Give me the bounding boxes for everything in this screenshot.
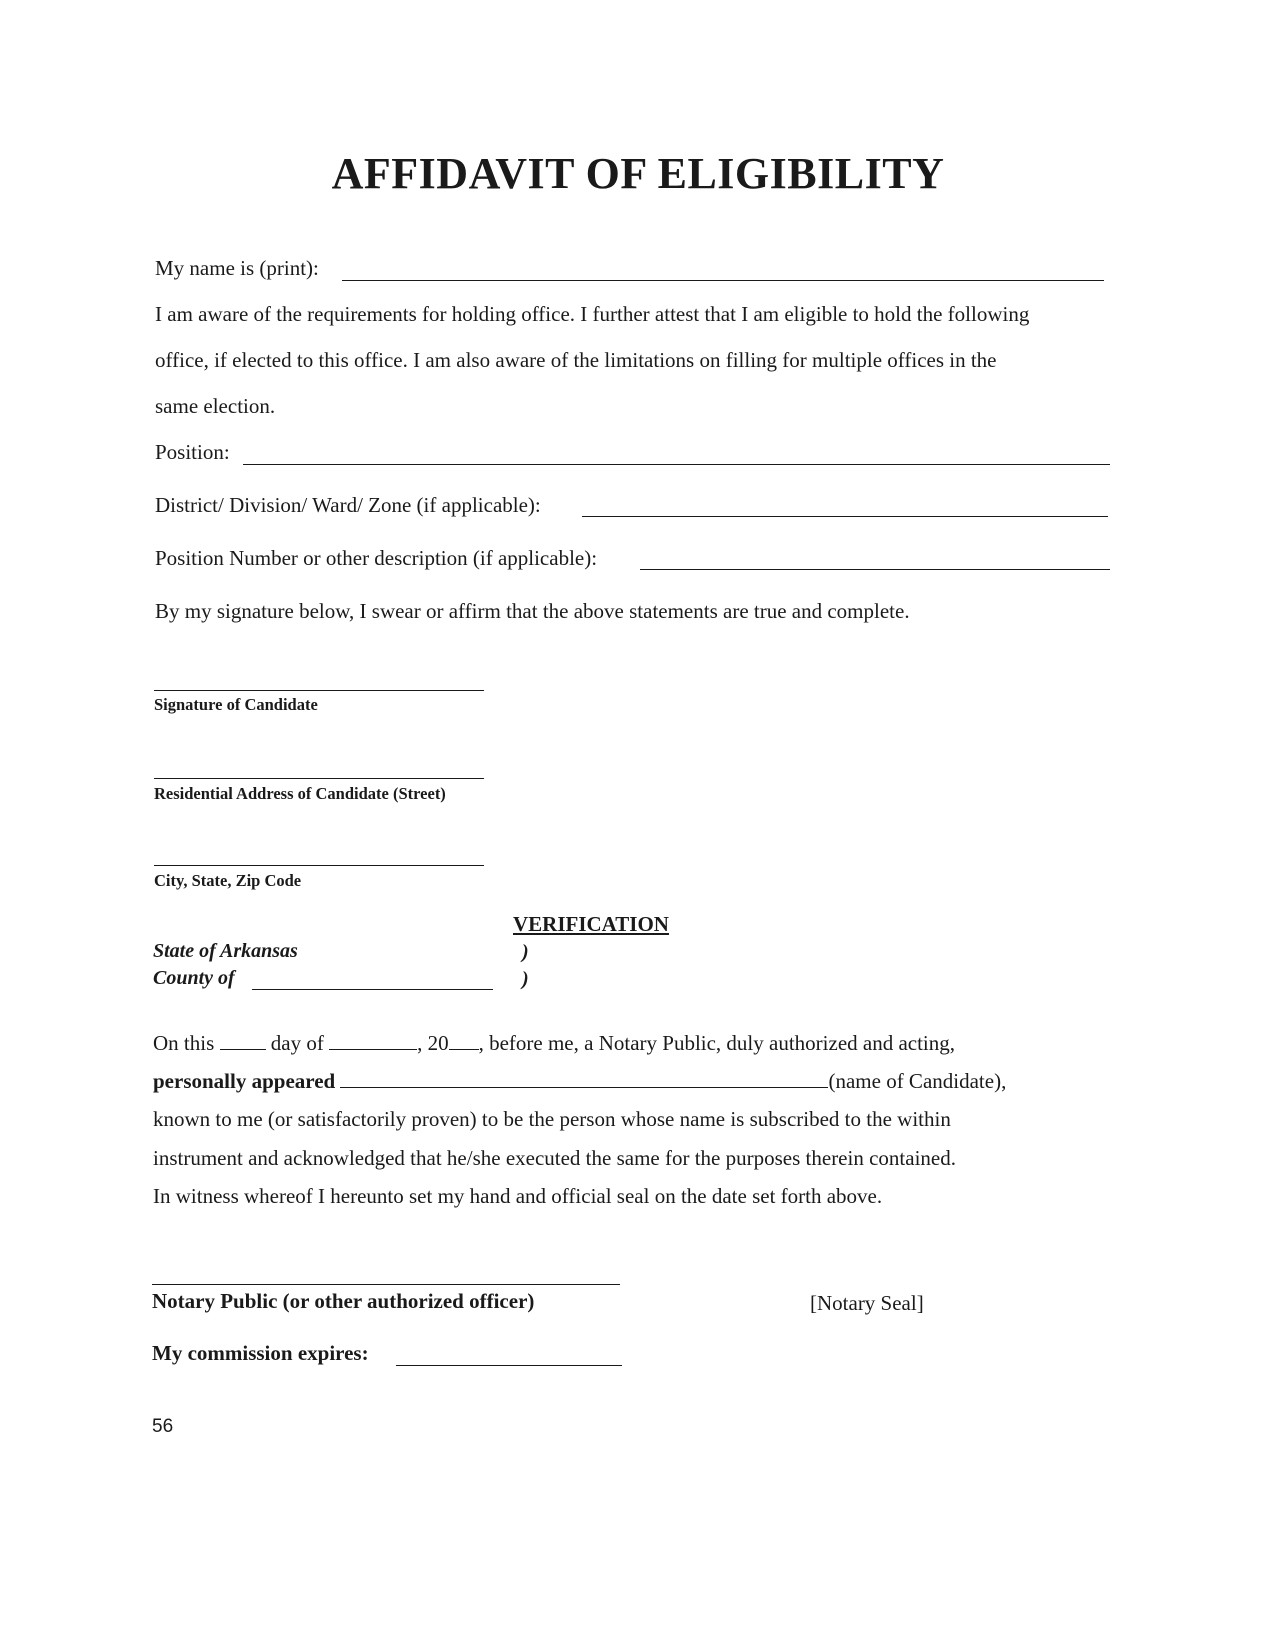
commission-expires-input-line[interactable] — [396, 1365, 622, 1366]
personally-appeared-text: personally appeared — [153, 1069, 336, 1093]
notary-line-5: In witness whereof I hereunto set my hand and official seal on the date set forth above. — [153, 1184, 883, 1208]
affirm-statement: By my signature below, I swear or affirm that the above statements are true and complete. — [155, 599, 910, 623]
name-field-row — [155, 256, 319, 281]
month-input-line[interactable] — [329, 1048, 417, 1050]
district-label: District/ Division/ Ward/ Zone (if applicable): — [155, 493, 541, 517]
name-of-candidate-text: (name of Candidate), — [828, 1069, 1007, 1093]
paragraph-line-2: office, if elected to this office. I am also aware of the limitations on filling for multiple offices in the — [155, 348, 997, 372]
address-line[interactable] — [154, 778, 484, 779]
year-input-line[interactable] — [449, 1048, 479, 1050]
verification-heading: VERIFICATION — [513, 912, 669, 936]
notary-line-4: instrument and acknowledged that he/she executed the same for the purposes therein contained. — [153, 1146, 956, 1170]
notary-officer-label: Notary Public (or other authorized officer) — [152, 1289, 535, 1313]
position-input-line[interactable] — [243, 464, 1110, 465]
notary-line-1 — [153, 1031, 955, 1056]
position-label: Position: — [155, 440, 230, 464]
paragraph-line-3: same election. — [155, 394, 276, 418]
day-input-line[interactable] — [220, 1048, 266, 1050]
state-label: State of Arkansas — [153, 940, 298, 962]
page-number: 56 — [152, 1416, 174, 1437]
position-number-label: Position Number or other description (if applicable): — [155, 546, 598, 570]
city-state-zip-label: City, State, Zip Code — [154, 871, 302, 890]
on-this-text: On this — [153, 1031, 215, 1055]
day-of-text: day of — [270, 1031, 324, 1055]
name-input-line[interactable] — [342, 280, 1104, 281]
notary-signature-line[interactable] — [152, 1284, 620, 1285]
commission-expires-label: My commission expires: — [152, 1341, 369, 1365]
before-me-text: , before me, a Notary Public, duly authorized and acting, — [478, 1031, 956, 1055]
paragraph-line-1: I am aware of the requirements for holding office. I further attest that I am eligible to hold the following — [155, 302, 1030, 326]
position-number-input-line[interactable] — [640, 569, 1110, 570]
city-state-zip-line[interactable] — [154, 865, 484, 866]
notary-line-2 — [153, 1069, 1006, 1094]
name-label: My name is (print): — [155, 256, 319, 280]
county-label: County of — [153, 967, 235, 989]
document-title: AFFIDAVIT OF ELIGIBILITY — [331, 149, 945, 198]
notary-seal-label: [Notary Seal] — [810, 1291, 924, 1315]
year-prefix-text: , 20 — [417, 1031, 449, 1055]
state-paren: ) — [522, 941, 529, 963]
county-paren: ) — [522, 968, 529, 990]
signature-line[interactable] — [154, 690, 484, 691]
signature-label: Signature of Candidate — [154, 695, 318, 714]
candidate-name-input-line[interactable] — [340, 1086, 828, 1088]
county-input-line[interactable] — [252, 989, 493, 990]
district-input-line[interactable] — [582, 516, 1108, 517]
address-label: Residential Address of Candidate (Street) — [154, 784, 446, 803]
notary-line-3: known to me (or satisfactorily proven) to be the person whose name is subscribed to the within — [153, 1107, 951, 1131]
